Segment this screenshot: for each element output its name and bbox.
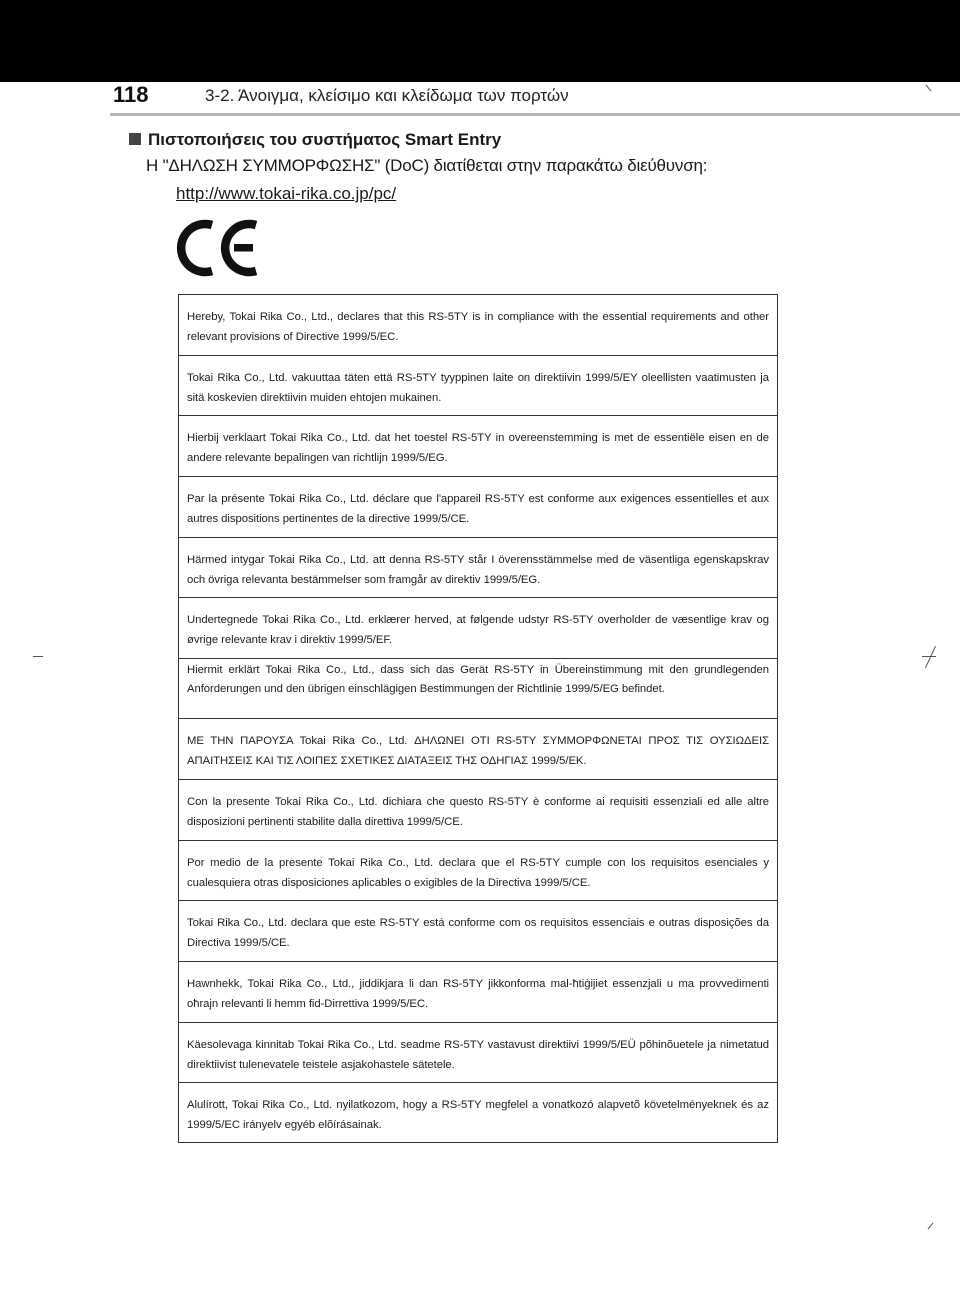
declaration-row-nl: Hierbij verklaart Tokai Rika Co., Ltd. dat het toestel RS-5TY in overeenstemming is met de essentiële eisen en de andere relevante bepalingen van richtlijn 1999/5/EG. xyxy=(179,416,777,477)
declaration-row-el: ΜΕ ΤΗΝ ΠΑΡΟΥΣΑ Tokai Rika Co., Ltd. ΔΗΛΩΝΕΙ ΟΤΙ RS-5TY ΣΥΜΜΟΡΦΩΝΕΤΑΙ ΠΡΟΣ ΤΙΣ ΟΥΣΙΩΔΕΙΣ ΑΠΑΙΤΗΣΕΙΣ ΚΑΙ ΤΙΣ ΛΟΙΠΕΣ ΣΧΕΤΙΚΕΣ ΔΙΑΤΑΞΕΙΣ ΤΗΣ ΟΔΗΓΙΑΣ 1999/5/ΕΚ. xyxy=(179,719,777,780)
declaration-row-da: Undertegnede Tokai Rika Co., Ltd. erklærer herved, at følgende udstyr RS-5TY overholder de væsentlige krav og øvrige relevante krav i direktiv 1999/5/EF. xyxy=(179,598,777,659)
section-title: 3-2. Άνοιγμα, κλείσιμο και κλείδωμα των πορτών xyxy=(205,86,569,105)
page-number: 118 xyxy=(113,82,149,107)
declaration-row-it: Con la presente Tokai Rika Co., Ltd. dichiara che questo RS-5TY è conforme ai requisiti essenziali ed alle altre disposizioni pertinenti stabilite dalla direttiva 1999/5/CE. xyxy=(179,780,777,841)
ce-mark-icon xyxy=(176,219,262,277)
section-heading-text: Πιστοποιήσεις του συστήματος Smart Entry xyxy=(148,130,502,149)
declaration-row-et: Käesolevaga kinnitab Tokai Rika Co., Ltd. seadme RS-5TY vastavust direktiivi 1999/5/EÜ põhinõuetele ja nimetatud direktiivist tulenevatele teistele asjakohastele sätetele. xyxy=(179,1023,777,1084)
declaration-row-en: Hereby, Tokai Rika Co., Ltd., declares that this RS-5TY is in compliance with the essential requirements and other relevant provisions of Directive 1999/5/EC. xyxy=(179,295,777,356)
declaration-row-mt: Hawnhekk, Tokai Rika Co., Ltd., jiddikjara li dan RS-5TY jikkonforma mal-ħtiġijiet essenzjali u ma provvedimenti oħrajn relevanti li hemm fid-Dirrettiva 1999/5/EC. xyxy=(179,962,777,1023)
doc-url-link[interactable]: http://www.tokai-rika.co.jp/pc/ xyxy=(176,184,397,203)
crop-mark-right-mid-v xyxy=(925,646,936,668)
section-heading xyxy=(129,129,501,151)
crop-mark-bottom-right xyxy=(928,1223,934,1230)
declaration-row-fr: Par la présente Tokai Rika Co., Ltd. déclare que l'appareil RS-5TY est conforme aux exigences essentielles et aux autres dispositions pertinentes de la directive 1999/5/CE. xyxy=(179,477,777,538)
declaration-row-es: Por medio de la presente Tokai Rika Co., Ltd. declara que el RS-5TY cumple con los requisitos esenciales y cualesquiera otras disposiciones aplicables o exigibles de la Directiva 1999/5/CE. xyxy=(179,841,777,902)
declarations-table xyxy=(178,294,778,1143)
header-rule xyxy=(110,113,960,116)
declaration-row-pt: Tokai Rika Co., Ltd. declara que este RS-5TY está conforme com os requisitos essenciais e outras disposições da Directiva 1999/5/CE. xyxy=(179,901,777,962)
declaration-row-fi: Tokai Rika Co., Ltd. vakuuttaa täten että RS-5TY tyyppinen laite on direktiivin 1999/5/EY oleellisten vaatimusten ja sitä koskevien direktiivin muiden ehtojen mukainen. xyxy=(179,356,777,417)
declaration-row-sv: Härmed intygar Tokai Rika Co., Ltd. att denna RS-5TY står I överensstämmelse med de väsentliga egenskapskrav och övriga relevanta bestämmelser som framgår av direktiv 1999/5/EG. xyxy=(179,538,777,599)
declaration-row-hu: Alulírott, Tokai Rika Co., Ltd. nyilatkozom, hogy a RS-5TY megfelel a vonatkozó alapvetõ követelményeknek és az 1999/5/EC irányelv egyéb elõírásainak. xyxy=(187,1099,769,1132)
declaration-row-de: Hiermit erklärt Tokai Rika Co., Ltd., dass sich das Gerät RS-5TY in Übereinstimmung mit den grundlegenden Anforderungen und den übrigen einschlägigen Bestimmungen der Richtlinie 1999/5/EG befindet. xyxy=(179,659,777,720)
top-black-band xyxy=(0,0,960,82)
crop-mark-left-mid xyxy=(33,656,43,657)
ce-mark-c xyxy=(181,224,212,272)
ce-mark-e-bar xyxy=(234,244,253,252)
intro-text: Η "ΔΗΛΩΣΗ ΣΥΜΜΟΡΦΩΣΗΣ" (DoC) διατίθεται στην παρακάτω διεύθυνση: xyxy=(146,156,708,175)
square-bullet-icon xyxy=(129,133,141,145)
page-header xyxy=(110,82,960,112)
